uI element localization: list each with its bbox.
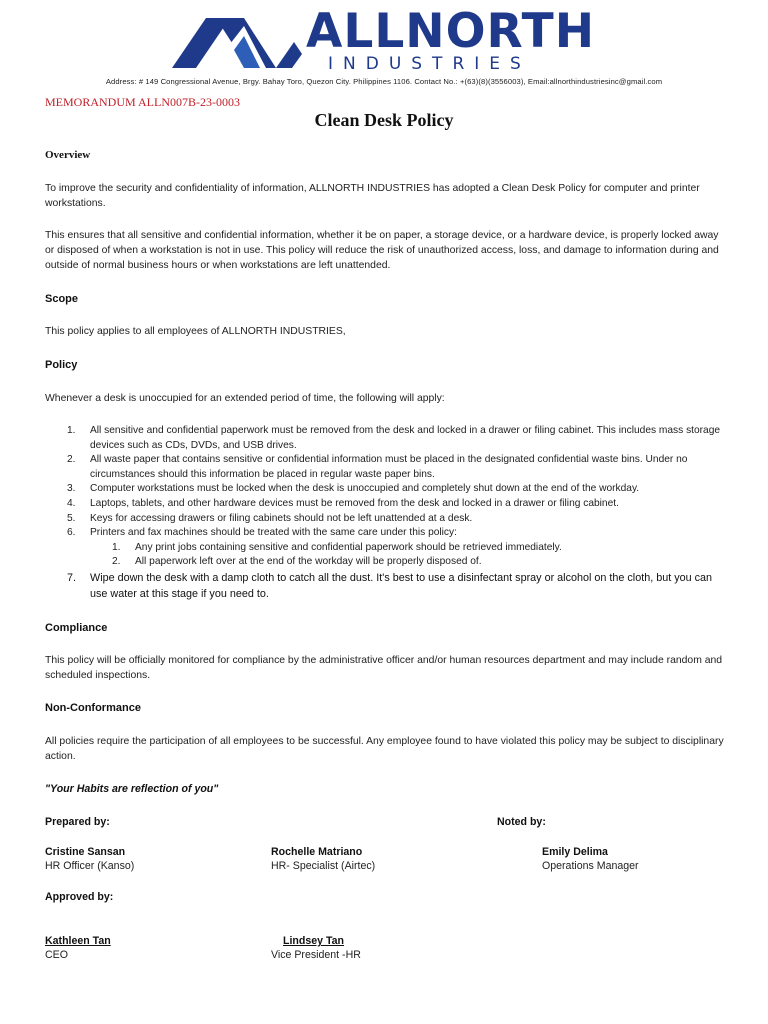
signatory-name: Emily Delima: [542, 846, 608, 858]
list-number: 2.: [112, 556, 121, 568]
policy-list: [45, 424, 725, 602]
nonconformance-heading: Non-Conformance: [45, 702, 141, 714]
list-item-text: All paperwork left over at the end of the workday will be properly disposed of.: [135, 556, 482, 568]
motto-quote: "Your Habits are reflection of you": [45, 783, 219, 795]
signatory-role: HR Officer (Kanso): [45, 860, 135, 872]
list-item: [45, 482, 725, 497]
signatory-role: Operations Manager: [542, 860, 639, 872]
signatory-name: Cristine Sansan: [45, 846, 126, 858]
company-address: Address: # 149 Congressional Avenue, Brgy. Bahay Toro, Quezon City. Philippines 1106. Contact No.: +(63)(8)(3556003), Email:allnorthindustriesinc@gmail.com: [105, 77, 663, 86]
signatory-role: Vice President -HR: [271, 949, 361, 961]
list-number: 6.: [67, 527, 76, 539]
scope-paragraph: This policy applies to all employees of ALLNORTH INDUSTRIES,: [45, 326, 346, 337]
list-item-text: Keys for accessing drawers or filing cabinets should not be left unattended at a desk.: [90, 512, 473, 524]
list-number: 1.: [67, 425, 76, 436]
policy-intro: Whenever a desk is unoccupied for an extended period of time, the following will apply:: [45, 393, 445, 404]
signatory-name: Kathleen Tan: [45, 935, 111, 947]
signatory-role: HR- Specialist (Airtec): [271, 860, 376, 872]
signatory-name: Lindsey Tan: [283, 935, 345, 947]
logo-wordmark: ALLNORTH: [306, 4, 596, 59]
list-item-text: All waste paper that contains sensitive or confidential information must be placed in the designated confidential waste bins. Under no circumstances should this information be placed in regular waste paper bins.: [90, 454, 688, 480]
scope-heading: Scope: [45, 293, 79, 305]
list-item: [45, 453, 725, 482]
list-number: 5.: [67, 512, 76, 524]
list-number: 4.: [67, 497, 76, 509]
list-item-text: Wipe down the desk with a damp cloth to catch all the dust. It's best to use a disinfectant spray or alcohol on the cloth, but you can use water at this stage if you need to.: [90, 571, 713, 600]
sublist-item: [90, 555, 725, 570]
prepared-by-label: Prepared by:: [45, 816, 110, 828]
overview-heading: Overview: [45, 149, 91, 161]
logo-subtitle: INDUSTRIES: [328, 54, 531, 74]
sublist-item: [90, 541, 725, 556]
list-item-text: Laptops, tablets, and other hardware devices must be removed from the desk and locked in a drawer or filing cabinet.: [90, 497, 619, 509]
list-item: [45, 424, 725, 453]
list-item: [45, 526, 725, 570]
policy-heading: Policy: [45, 359, 78, 371]
signatory-name: Rochelle Matriano: [271, 846, 363, 858]
nonconformance-paragraph: All policies require the participation of all employees to be successful. Any employee found to have violated this policy may be subject to disciplinary action.: [45, 736, 724, 762]
list-item-text: Any print jobs containing sensitive and confidential paperwork should be retrieved immediately.: [135, 541, 562, 553]
noted-by-label: Noted by:: [497, 816, 546, 828]
signatory-role: CEO: [45, 949, 68, 961]
company-logo: [172, 4, 602, 74]
document-title: Clean Desk Policy: [314, 110, 454, 130]
list-item-text: All sensitive and confidential paperwork must be removed from the desk and locked in a drawer or filing cabinet. This includes mass storage devices such as CDs, DVDs, and USB drives.: [90, 425, 721, 451]
approved-by-label: Approved by:: [45, 891, 114, 903]
policy-sublist: [90, 541, 725, 570]
mountain-logo-icon: [172, 14, 302, 70]
compliance-paragraph: This policy will be officially monitored for compliance by the administrative officer and/or human resources department and may include random and scheduled inspections.: [45, 655, 723, 681]
memo-number: MEMORANDUM ALLN007B-23-0003: [45, 95, 240, 109]
overview-paragraph-1: To improve the security and confidentiality of information, ALLNORTH INDUSTRIES has adopted a Clean Desk Policy for computer and printer workstations.: [45, 183, 700, 209]
list-item: [45, 570, 725, 602]
list-number: 2.: [67, 454, 76, 466]
list-item: [45, 497, 725, 512]
list-number: 7.: [67, 571, 77, 584]
list-item-text: Printers and fax machines should be treated with the same care under this policy:: [90, 527, 457, 539]
list-number: 1.: [112, 541, 121, 553]
list-number: 3.: [67, 483, 76, 495]
compliance-heading: Compliance: [45, 622, 108, 634]
list-item: [45, 512, 725, 527]
overview-paragraph-2: This ensures that all sensitive and confidential information, whether it be on paper, a storage device, or a hardware device, is properly locked away or disposed of when a workstation is not in use. This policy will reduce the risk of unauthorized access, loss, and damage to information during and outside of normal business hours or when workstations are left unattended.: [45, 230, 719, 271]
list-item-text: Computer workstations must be locked when the desk is unoccupied and completely shut down at the end of the workday.: [90, 483, 640, 495]
